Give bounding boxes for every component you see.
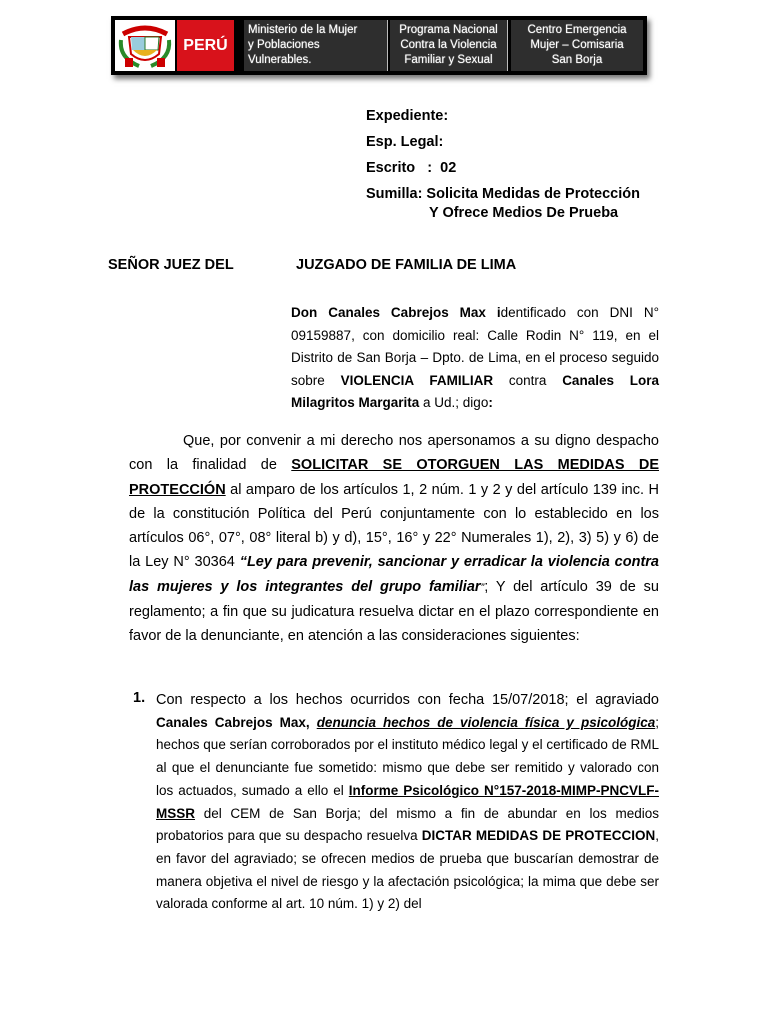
- main-paragraph: Que, por convenir a mi derecho nos apersonamos a su digno despacho con la finalidad de SOLICITAR SE OTORGUEN LAS MEDIDAS DE PROTECCIÓN al amparo de los artículos 1, 2 núm. 1 y 2 y del artículo 139 inc. H de la constitución Política del Perú conjuntamente con lo establecido en los artículos 06°, 07°, 08° literal b) y d), 15°, 16° y 22° Numerales 1), 2), 3) 5) y 6) de la Ley N° 30364 “Ley para prevenir, sancionar y erradicar la violencia contra las mujeres y los integrantes del grupo familiar”; Y del artículo 39 de su reglamento; a fin que su judicatura resuelva dictar en el plazo correspondiente en favor de la denunciante, en atención a las consideraciones siguientes:: [129, 433, 660, 645]
- court-title: JUZGADO DE FAMILIA DE LIMA: [296, 257, 517, 273]
- sumilla-line-2: Y Ofrece Medios De Prueba: [429, 205, 619, 221]
- item-number: 1.: [133, 690, 146, 706]
- header-banner: [111, 16, 647, 75]
- intro-paragraph: Don Canales Cabrejos Max identificado con DNI N° 09159887, con domicilio real: Calle Rodin N° 119, en el Distrito de San Borja – Dpto. de Lima, en el proceso seguido sobre VIOLENCIA FAMILIAR contra Canales Lora Milagritos Margarita a Ud.; digo:: [291, 305, 659, 411]
- country-label: PERÚ: [177, 20, 234, 71]
- escrito-label: Escrito : 02: [366, 160, 457, 176]
- addressee-title: SEÑOR JUEZ DEL: [108, 257, 234, 273]
- sumilla-line-1: Sumilla: Solicita Medidas de Protección: [366, 186, 640, 202]
- expediente-label: Expediente:: [366, 108, 449, 124]
- esp-legal-label: Esp. Legal:: [366, 134, 444, 150]
- item-1-paragraph: Con respecto a los hechos ocurridos con fecha 15/07/2018; el agraviado Canales Cabrejos Max, denuncia hechos de violencia física y psicológica; hechos que serían corroborados por el instituto médico legal y el certificado de RML al que el denunciante fue sometido: mismo que debe ser remitido y valorado con los actuados, sumado a ello el Informe Psicológico N°157-2018-MIMP-PNCVLF-MSSR del CEM de San Borja; del mismo a fin de abundar en los medios probatorios para que su despacho resuelva DICTAR MEDIDAS DE PROTECCION, en favor del agraviado; se ofrecen medios de prueba que buscarían demostrar de manera objetiva el nivel de riesgo y la afectación psicológica; la mima que debe ser valorada conforme al art. 10 núm. 1) y 2) del: [156, 692, 660, 912]
- center-name: Centro Emergencia Mujer – Comisaria San Borja: [511, 20, 643, 71]
- program-name: Programa Nacional Contra la Violencia Familiar y Sexual: [390, 20, 508, 71]
- coat-of-arms-logo: [115, 20, 175, 71]
- ministry-name: Ministerio de la Mujer y Poblaciones Vulnerables.: [244, 20, 388, 71]
